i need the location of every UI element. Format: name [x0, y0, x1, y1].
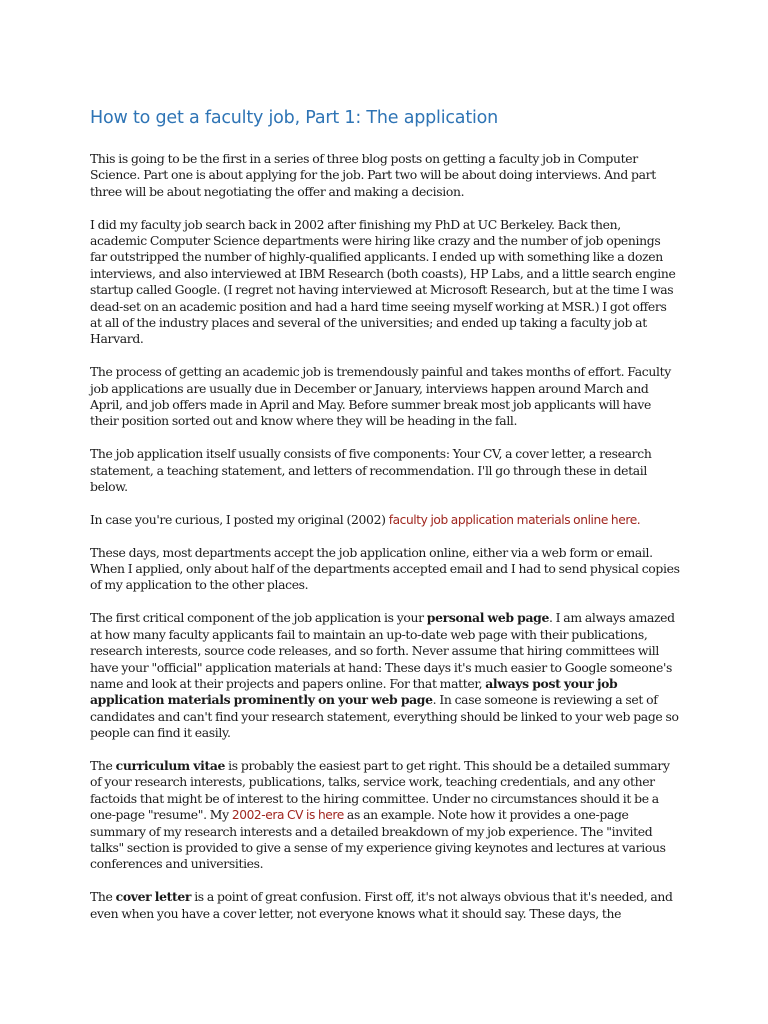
cv-text-1: The — [90, 757, 116, 773]
paragraph-components: The job application itself usually consists of five components: Your CV, a cover letter, a research statement, a teaching statement, and letters of recommendation. I'll go through these in detail below. — [90, 446, 652, 495]
web-page-bold-1: personal web page — [426, 610, 549, 626]
paragraph-cover-letter — [90, 889, 680, 922]
page-title: How to get a faculty job, Part 1: The application — [90, 108, 499, 128]
paragraph-materials — [90, 512, 680, 528]
paragraph-process: The process of getting an academic job is tremendously painful and takes months of effort. Faculty job applications are usually due in December or January, interviews happen around March and April, and job offers made in April and May. Before summer break most job applicants will have their position sorted out and know where they will be heading in the fall. — [90, 364, 671, 429]
materials-link[interactable]: faculty job application materials online here. — [388, 512, 641, 527]
paragraph-cv — [90, 758, 680, 873]
cv-text-3: as an example. Note how it provides a one-page summary of my research interests and a detailed breakdown of my job experience. The "invited talks" section is provided to give a sense of my experience giving keynotes and lectures at various conferences and universities. — [90, 807, 666, 872]
paragraph-background: I did my faculty job search back in 2002 after finishing my PhD at UC Berkeley. Back then, academic Computer Science departments were hiring like crazy and the number of job openings far outstripped the number of highly-qualified applicants. I ended up with something like a dozen interviews, and also interviewed at IBM Research (both coasts), HP Labs, and a little search engine startup called Google. (I regret not having interviewed at Microsoft Research, but at the time I was dead-set on an academic position and had a hard time seeing myself working at MSR.) I got offers at all of the industry places and several of the universities; and ended up taking a faculty job at Harvard. — [90, 216, 676, 347]
materials-text: In case you're curious, I posted my original (2002) — [90, 511, 389, 527]
cv-bold: curriculum vitae — [115, 757, 226, 773]
paragraph-online: These days, most departments accept the job application online, either via a web form or email. When I applied, only about half of the departments accepted email and I had to send physical copies of my application to the other places. — [90, 544, 680, 593]
document-page — [90, 108, 680, 938]
web-page-text-2: . I am always amazed at how many faculty applicants fail to maintain an up-to-date web page with their publications, research interests, source code releases, and so forth. Never assume that hiring committees will have your "official" application materials at hand: These days it's much easier to Google someone's name and look at their projects and papers online. For that matter, — [90, 610, 675, 691]
cover-letter-text-2: is a point of great confusion. First off, it's not always obvious that it's needed, and even when you have a cover letter, not everyone knows what it should say. These days, the — [90, 889, 673, 921]
cv-text-2: is probably the easiest part to get right. This should be a detailed summary of your research interests, publications, talks, service work, teaching credentials, and any other factoids that might be of interest to the hiring committee. Under no circumstances should it be a one-page "resume". My — [90, 757, 670, 823]
web-page-text-1: The first critical component of the job application is your — [90, 610, 427, 626]
paragraph-intro: This is going to be the first in a series of three blog posts on getting a faculty job in Computer Science. Part one is about applying for the job. Part two will be about doing interviews. And part three will be about negotiating the offer and making a decision. — [90, 151, 656, 199]
web-page-text-3: . In case someone is reviewing a set of candidates and can't find your research statement, everything should be linked to your web page so people can find it easily. — [90, 692, 679, 741]
cv-link[interactable]: 2002-era CV is here — [231, 808, 344, 823]
web-page-bold-2: always post your job application materials prominently on your web page — [90, 675, 618, 708]
paragraph-web-page — [90, 610, 680, 741]
cover-letter-text-1: The — [90, 889, 116, 905]
cover-letter-bold: cover letter — [115, 889, 192, 905]
